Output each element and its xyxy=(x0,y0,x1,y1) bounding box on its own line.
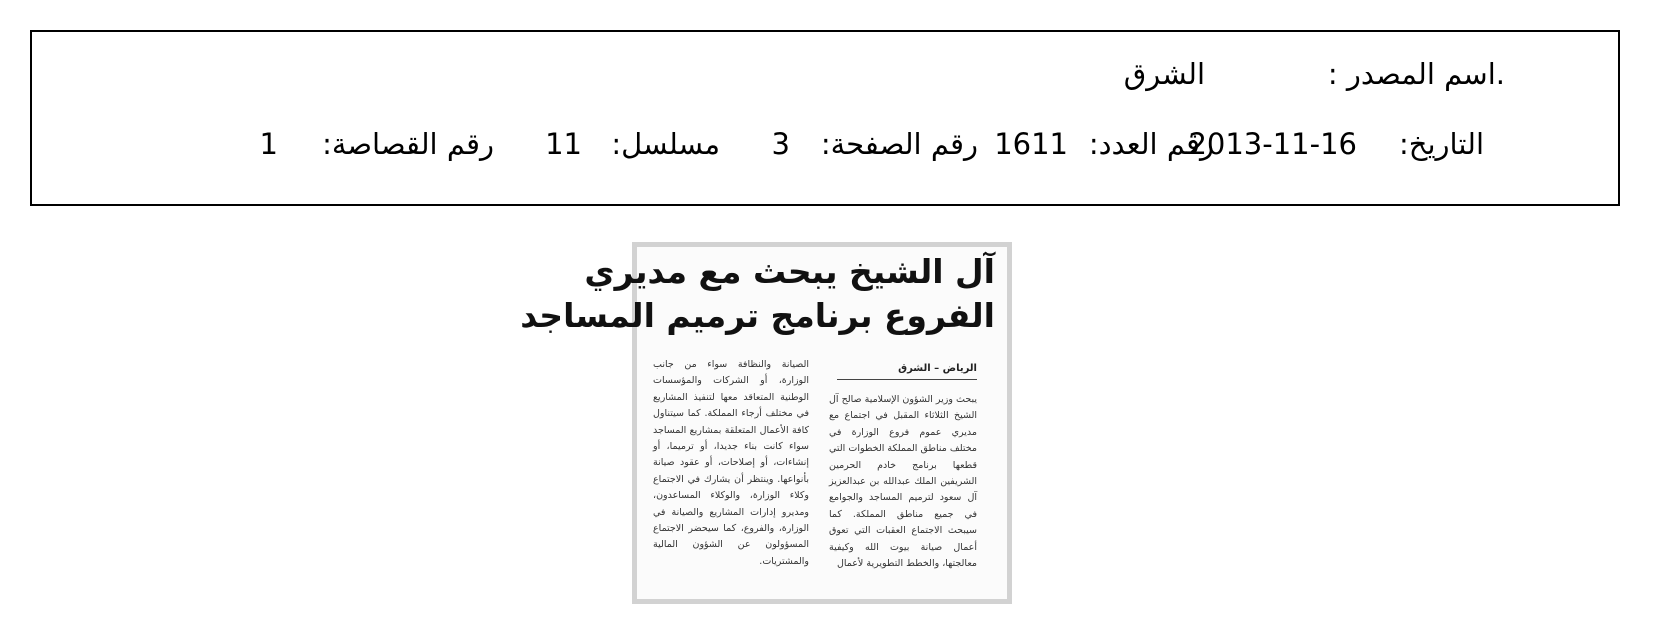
page-label: رقم الصفحة: xyxy=(820,127,978,161)
date-label: التاريخ: xyxy=(1398,127,1484,161)
page-value: 3 xyxy=(771,127,790,161)
article-column-left: الصيانة والنظافة سواء من جانب الوزارة، أو الشركات والمؤسسات الوطنية المتعاقد معها لتنفيذ المشاريع في مختلف أرجاء المملكة. كما سيتناول كافة الأعمال المتعلقة بمشاريع المساجد سواء كانت بناء جديدا، أو ترميما، أو إنشاءات، أو إصلاحات، أو عقود صيانة بأنواعها. وينتظر أن يشارك في الاجتماع وكلاء الوزارة، والوكلاء المساعدون، ومديرو إدارات المشاريع والصيانة في الوزارة، والفروع، كما سيحضر الاجتماع المسؤولون عن الشؤون المالية والمشتريات. xyxy=(653,359,809,567)
issue-label: رقم العدد: xyxy=(1088,127,1214,161)
serial-value: 11 xyxy=(545,127,582,161)
clip-value: 1 xyxy=(259,127,278,161)
article-headline-line1: آل الشيخ يبحث مع مديري xyxy=(584,252,995,291)
article-column-right: يبحث وزير الشؤون الإسلامية صالح آل الشيخ الثلاثاء المقبل في اجتماع مع مديري عموم فروع الوزارة في مختلف مناطق المملكة الخطوات التي قطعها برنامج خادم الحرمين الشريفين الملك عبدالله بن عبدالعزيز آل سعود لترميم المساجد والجوامع في جميع مناطق المملكة. كما سيبحث الاجتماع العقبات التي تعوق أعمال صيانة بيوت الله وكيفية معالجتها، والخطط التطويرية لأعمال xyxy=(829,394,977,570)
article-byline: الرياض – الشرق xyxy=(837,363,977,380)
issue-value: 1611 xyxy=(994,127,1068,161)
serial-label: مسلسل: xyxy=(611,127,720,161)
source-info-box xyxy=(30,30,1620,206)
source-value: الشرق xyxy=(1123,57,1205,91)
date-value: 2013-11-16 xyxy=(1188,127,1357,161)
newspaper-clipping xyxy=(520,242,1012,604)
article-headline-line2: الفروع برنامج ترميم المساجد xyxy=(520,296,995,335)
clip-label: رقم القصاصة: xyxy=(322,127,494,161)
source-label: .اسم المصدر : xyxy=(1327,57,1505,91)
